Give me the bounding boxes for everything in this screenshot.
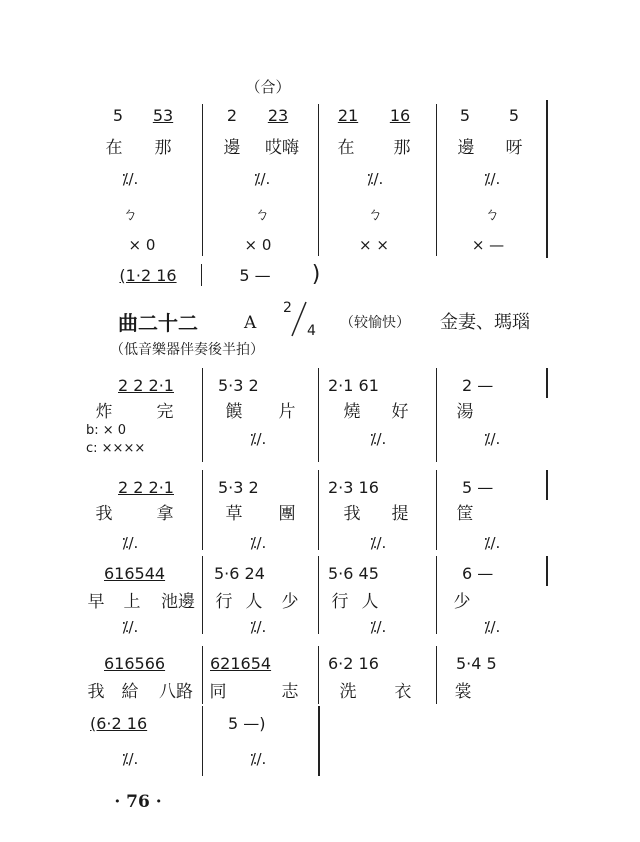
lyric: 燒 — [343, 402, 361, 422]
measure-notes: 5 — — [462, 478, 494, 497]
lyric: 早 — [87, 592, 105, 612]
lyric: 團 — [278, 504, 296, 524]
percussion-mark: ㄅ — [367, 205, 383, 223]
measure-notes: 2 — — [462, 376, 494, 395]
bar-line — [546, 556, 548, 586]
measure-notes: 5·6 45 — [328, 564, 379, 583]
bar-line — [436, 556, 437, 634]
repeat-sign: ⁒/. — [483, 618, 501, 636]
lyric: 行 — [331, 592, 349, 612]
repeat-sign: ⁒/. — [249, 618, 267, 636]
lyric: 池邊 — [161, 592, 195, 612]
rhythm-cell: × 0 — [128, 236, 156, 254]
note: 53 — [152, 106, 174, 125]
measure-notes: 5·3 2 — [218, 376, 259, 395]
bar-line — [318, 104, 319, 256]
rhythm-c: c: ×××× — [86, 441, 146, 456]
measure-notes: 5·3 2 — [218, 478, 259, 497]
repeat-sign: ⁒/. — [249, 534, 267, 552]
lyric: 邊 — [223, 138, 241, 158]
lyric: 片 — [278, 402, 296, 422]
lyric: 裳 — [454, 682, 472, 702]
bar-line — [202, 556, 203, 634]
lyric: 那 — [154, 138, 172, 158]
repeat-sign: ⁒/. — [483, 534, 501, 552]
lyric: 呀 — [505, 138, 523, 158]
percussion-mark: ㄅ — [122, 205, 138, 223]
lyric: 好 — [391, 402, 409, 422]
lyric: 在 — [105, 138, 123, 158]
bar-line — [202, 470, 203, 550]
measure-notes: 616544 — [104, 564, 166, 583]
key-label: A — [244, 313, 257, 333]
repeat-sign: ⁒/. — [369, 618, 387, 636]
bar-line — [436, 368, 437, 462]
measure-notes: 2 2 2·1 — [118, 478, 174, 497]
lyric: 少 — [281, 592, 299, 612]
lyric: 炸 — [95, 402, 113, 422]
repeat-sign: ⁒/. — [369, 430, 387, 448]
time-sig-top: 2 — [283, 300, 292, 316]
measure-notes: 5·4 5 — [456, 654, 497, 673]
lyric: 饃 — [225, 402, 243, 422]
measure-notes: 2 2 2·1 — [118, 376, 174, 395]
lyric: 志 — [281, 682, 299, 702]
lyric: 拿 — [156, 504, 174, 524]
measure-notes: 2·3 16 — [328, 478, 379, 497]
bar-line — [546, 100, 548, 258]
note: 5 — [508, 106, 520, 125]
lyric: 人 — [245, 592, 263, 612]
lyric: 行 — [215, 592, 233, 612]
lyric: 邊 — [457, 138, 475, 158]
lyric: 提 — [391, 504, 409, 524]
note: 23 — [267, 106, 289, 125]
lyric: 八路 — [159, 682, 193, 702]
measure-notes: 6·2 16 — [328, 654, 379, 673]
accompaniment-note: （低音樂器伴奏後半拍） — [110, 342, 264, 358]
measure-notes: 2·1 61 — [328, 376, 379, 395]
bar-line — [202, 646, 203, 704]
percussion-mark: ㄅ — [484, 205, 500, 223]
repeat-sign: ⁒/. — [253, 170, 271, 188]
bar-line — [436, 646, 437, 704]
interlude-notes: (1·2 16 — [119, 266, 177, 285]
interlude-close: ) — [311, 262, 321, 287]
rhythm-cell: × 0 — [244, 236, 272, 254]
measure-notes: 5·6 24 — [214, 564, 265, 583]
repeat-sign: ⁒/. — [483, 170, 501, 188]
bar-line — [436, 470, 437, 550]
lyric: 哎嗨 — [265, 138, 299, 158]
percussion-mark: ㄅ — [254, 205, 270, 223]
note: 2 — [226, 106, 238, 125]
rhythm-cell: × × — [359, 236, 389, 254]
lyric: 衣 — [394, 682, 412, 702]
repeat-sign: ⁒/. — [249, 750, 267, 768]
rhythm-cell: × — — [471, 236, 505, 254]
bar-line — [318, 470, 319, 550]
lyric: 在 — [337, 138, 355, 158]
lyric: 完 — [156, 402, 174, 422]
interlude-notes: 5 — — [239, 266, 271, 285]
lyric: 湯 — [456, 402, 474, 422]
repeat-sign: ⁒/. — [483, 430, 501, 448]
lyric: 我 — [87, 682, 105, 702]
performers: 金妻、瑪瑙 — [440, 312, 530, 333]
note: 16 — [389, 106, 411, 125]
measure-notes: 621654 — [210, 654, 272, 673]
lyric: 洗 — [339, 682, 357, 702]
lyric: 我 — [343, 504, 361, 524]
note: 5 — [459, 106, 471, 125]
bar-line — [202, 104, 203, 256]
note: 21 — [337, 106, 359, 125]
ending-notes: 5 —) — [228, 714, 266, 733]
measure-notes: 616566 — [104, 654, 166, 673]
time-sig-bottom: 4 — [307, 323, 316, 339]
lyric: 草 — [225, 504, 243, 524]
lyric: 同 — [209, 682, 227, 702]
bar-line — [201, 264, 202, 286]
repeat-sign: ⁒/. — [121, 618, 139, 636]
bar-line — [436, 104, 437, 256]
lyric: 人 — [361, 592, 379, 612]
bar-line — [318, 556, 319, 634]
bar-line — [202, 368, 203, 462]
bar-line — [546, 368, 548, 398]
ending-notes: (6·2 16 — [90, 714, 148, 733]
bar-line — [546, 470, 548, 500]
repeat-sign: ⁒/. — [121, 750, 139, 768]
bar-line — [318, 368, 319, 462]
lyric: 那 — [393, 138, 411, 158]
repeat-sign: ⁒/. — [369, 534, 387, 552]
lyric: 筐 — [456, 504, 474, 524]
measure-notes: 6 — — [462, 564, 494, 583]
tempo-mark: （较愉快） — [340, 315, 410, 331]
page-number: · 76 · — [114, 792, 162, 812]
lyric: 我 — [95, 504, 113, 524]
cue-label: （合） — [245, 78, 291, 96]
lyric: 給 — [121, 682, 139, 702]
rhythm-b: b: × 0 — [86, 423, 127, 438]
repeat-sign: ⁒/. — [121, 170, 139, 188]
repeat-sign: ⁒/. — [249, 430, 267, 448]
bar-line — [318, 646, 319, 704]
note: 5 — [112, 106, 124, 125]
repeat-sign: ⁒/. — [366, 170, 384, 188]
repeat-sign: ⁒/. — [121, 534, 139, 552]
tune-title: 曲二十二 — [118, 311, 198, 335]
bar-line — [318, 706, 320, 776]
bar-line — [202, 706, 203, 776]
lyric: 少 — [453, 592, 471, 612]
lyric: 上 — [123, 592, 141, 612]
